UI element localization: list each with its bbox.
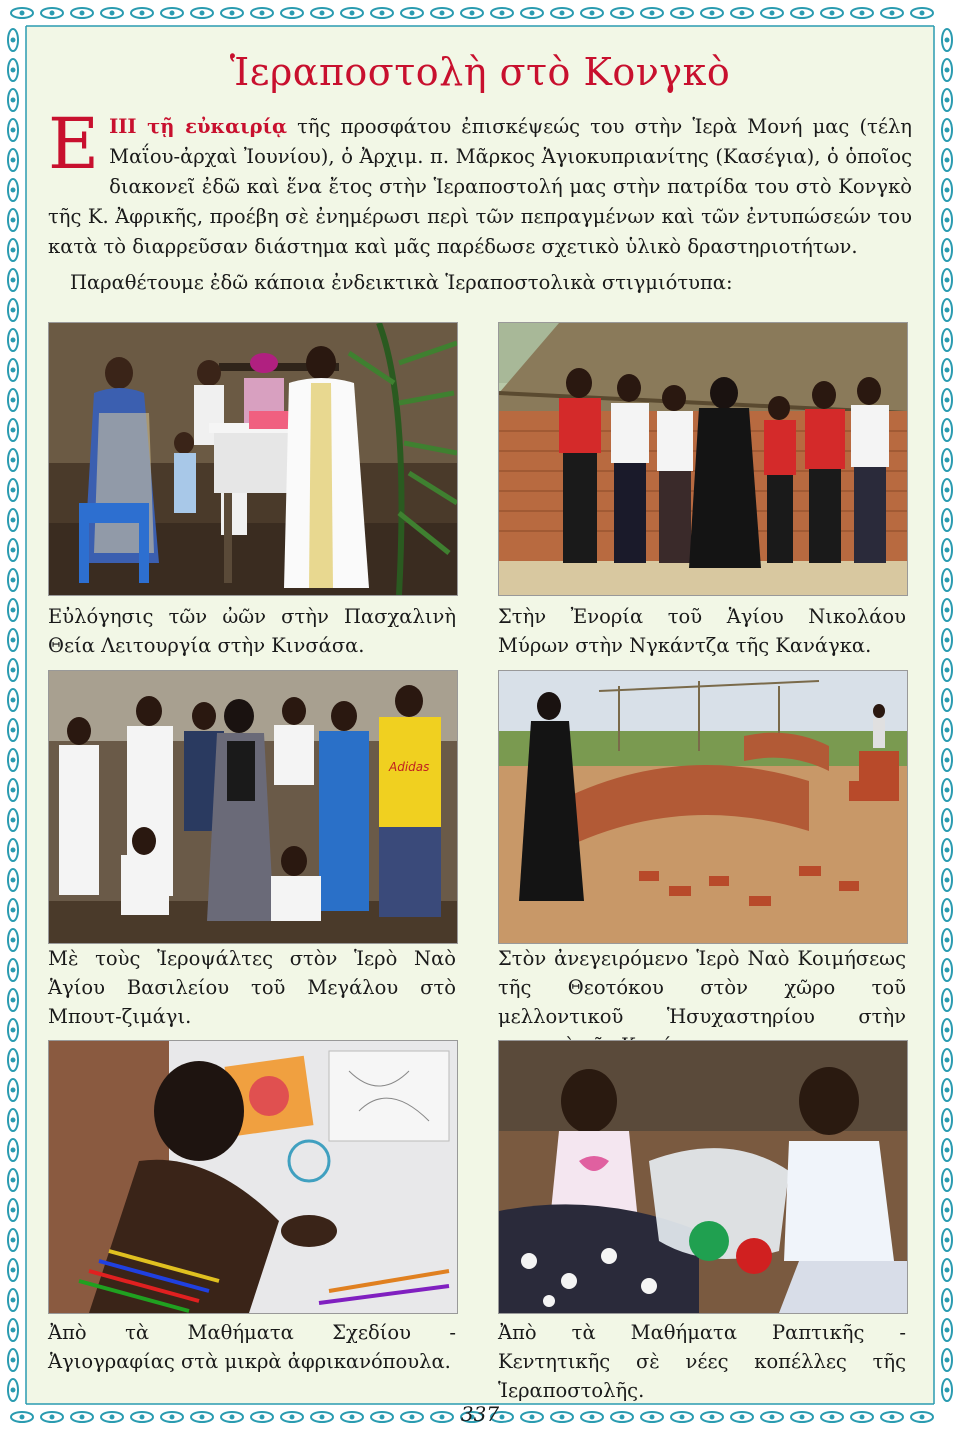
border-ornament [911, 8, 933, 18]
border-ornament [8, 119, 18, 141]
border-ornament [942, 809, 952, 831]
border-ornament [311, 8, 333, 18]
border-ornament [942, 509, 952, 531]
border-ornament [942, 749, 952, 771]
border-ornament [942, 1169, 952, 1191]
border-ornament [8, 1289, 18, 1311]
border-ornament [942, 1019, 952, 1041]
border-ornament [942, 359, 952, 381]
border-ornament [8, 1139, 18, 1161]
border-ornament [581, 8, 603, 18]
border-ornament [881, 8, 903, 18]
photo-sewing-lessons [498, 1040, 908, 1314]
border-ornament [8, 659, 18, 681]
border-ornament [942, 719, 952, 741]
page-content [48, 40, 912, 1426]
border-ornament [791, 8, 813, 18]
border-ornament [942, 1379, 952, 1401]
border-ornament [8, 209, 18, 231]
border-ornament [8, 569, 18, 591]
border-ornament [281, 8, 303, 18]
border-ornament [942, 179, 952, 201]
border-ornament [942, 899, 952, 921]
border-ornament [8, 779, 18, 801]
photo-church-construction [498, 670, 908, 944]
border-ornament [11, 1412, 33, 1422]
page-number: 337 [460, 1402, 500, 1426]
border-ornament [942, 269, 952, 291]
border-ornament [8, 329, 18, 351]
caption-5: Ἀπὸ τὰ Μαθήματα Σχεδίου - Ἁγιογραφίας στὰ μικρὰ ἀφρικανόπουλα. [48, 1321, 456, 1373]
border-ornament [11, 8, 33, 18]
border-ornament [161, 8, 183, 18]
border-ornament [8, 989, 18, 1011]
photo-easter-blessing [48, 322, 458, 596]
border-ornament [942, 1289, 952, 1311]
border-ornament [8, 179, 18, 201]
border-ornament [611, 8, 633, 18]
border-ornament [821, 8, 843, 18]
page-title: Ἱεραποστολὴ στὸ Κονγκὸ [229, 50, 731, 94]
border-ornament [8, 89, 18, 111]
border-ornament [731, 8, 753, 18]
border-ornament [942, 449, 952, 471]
border-ornament [491, 8, 513, 18]
border-ornament [8, 1229, 18, 1251]
border-ornament [942, 989, 952, 1011]
border-ornament [8, 1199, 18, 1221]
border-ornament [942, 29, 952, 51]
caption-2: Στὴν Ἐνορία τοῦ Ἁγίου Νικολάου Μύρων στὴν Νγκάντζα τῆς Κανάγκα. [498, 605, 906, 657]
border-ornament [8, 899, 18, 921]
border-ornament [851, 8, 873, 18]
border-ornament [761, 8, 783, 18]
border-ornament [942, 959, 952, 981]
photo-chanters [48, 670, 458, 944]
border-ornament [942, 929, 952, 951]
caption-4: Στὸν ἀνεγειρόμενο Ἱερὸ Ναὸ Κοιμήσεως τῆς Θεοτόκου στὸν χῶρο τοῦ μελλοντικοῦ Ἡσυχαστηρίου στὴν [498, 947, 906, 1028]
border-ornament [942, 419, 952, 441]
border-ornament [41, 8, 63, 18]
photo-st-nicholas-parish [498, 322, 908, 596]
border-ornament [221, 8, 243, 18]
border-ornament [8, 1109, 18, 1131]
intro-paragraph-2: Παραθέτουμε ἐδῶ κάποια ἐνδεικτικὰ Ἱεραποστολικὰ στιγμιότυπα: [70, 271, 733, 294]
border-ornament [8, 689, 18, 711]
border-ornament [8, 749, 18, 771]
border-ornament [8, 239, 18, 261]
border-ornament [942, 1199, 952, 1221]
border-ornament [8, 479, 18, 501]
border-ornament [942, 539, 952, 561]
border-ornament [942, 329, 952, 351]
border-ornament [8, 839, 18, 861]
border-ornament [101, 8, 123, 18]
border-ornament [8, 599, 18, 621]
border-ornament [191, 8, 213, 18]
border-ornament [8, 1379, 18, 1401]
border-ornament [8, 509, 18, 531]
border-ornament [942, 629, 952, 651]
intro-paragraph-1: τῆς προσφάτου ἐπισκέψεώς του στὴν Ἱερὰ Μονή μας (τέλη Μαΐου-ἀρχαὶ Ἰουνίου), ὁ Ἀρχιμ. π. Μᾶρκος Ἁγιοκυπριανίτης (Κασέγια), ὁ ὁποῖος διακονεῖ ἐδῶ καὶ ἕνα ἔτος στὴν Ἱεραποστολή μας στὴν πατρίδα του στὸ Κονγκὸ τῆς Κ. Ἀφρικῆς, προέβη σὲ ἐνημέρωσι περὶ τῶν πεπραγμένων καὶ τῶν ἐντυπώσεών του κατὰ τὸ διαρρεῦσαν διάστημα καὶ μᾶς παρέδωσε σχετικὸ ὑλικὸ δραστηριοτήτων. [48, 115, 912, 258]
border-ornament [521, 8, 543, 18]
border-ornament [942, 779, 952, 801]
border-ornament [942, 569, 952, 591]
border-ornament [942, 1319, 952, 1341]
border-ornament [8, 149, 18, 171]
border-ornament [461, 8, 483, 18]
border-ornament [251, 8, 273, 18]
caption-1: Εὐλόγησις τῶν ὠῶν στὴν Πασχαλινὴ Θεία Λειτουργία στὴν Κινσάσα. [48, 605, 456, 657]
border-ornament [8, 389, 18, 411]
border-ornament [8, 959, 18, 981]
border-ornament [641, 8, 663, 18]
border-ornament [341, 8, 363, 18]
border-ornament [942, 1109, 952, 1131]
intro-lead: ΙΙΙ τῇ εὐκαιρίᾳ [109, 115, 288, 138]
border-ornament [701, 8, 723, 18]
shirt-logo-text: Adidas [389, 760, 430, 774]
border-ornament [401, 8, 423, 18]
border-ornament [942, 209, 952, 231]
border-ornament [942, 839, 952, 861]
border-ornament [8, 869, 18, 891]
border-ornament [911, 1412, 933, 1422]
caption-6: Ἀπὸ τὰ Μαθήματα Ραπτικῆς - Κεντητικῆς σὲ νέες κοπέλλες τῆς Ἱεραποστολῆς. [498, 1321, 906, 1402]
border-ornament [8, 419, 18, 441]
border-ornament [431, 8, 453, 18]
border-ornament [942, 299, 952, 321]
border-ornament [8, 1349, 18, 1371]
border-ornament [942, 689, 952, 711]
border-ornament [8, 1079, 18, 1101]
intro-text [48, 103, 912, 298]
border-ornament [671, 8, 693, 18]
border-ornament [942, 89, 952, 111]
border-ornament [8, 719, 18, 741]
border-ornament [131, 8, 153, 18]
border-ornament [8, 1319, 18, 1341]
border-ornament [8, 1169, 18, 1191]
border-ornament [8, 299, 18, 321]
border-ornament [71, 8, 93, 18]
border-ornament [8, 269, 18, 291]
border-ornament [942, 239, 952, 261]
border-ornament [942, 1139, 952, 1161]
border-ornament [942, 1229, 952, 1251]
border-ornament [942, 149, 952, 171]
border-ornament [8, 809, 18, 831]
border-ornament [8, 449, 18, 471]
border-ornament [942, 599, 952, 621]
border-ornament [942, 119, 952, 141]
border-ornament [8, 1259, 18, 1281]
border-ornament [8, 359, 18, 381]
caption-3: Μὲ τοὺς Ἱεροψάλτες στὸν Ἱερὸ Ναὸ Ἁγίου Βασιλείου τοῦ Μεγάλου στὸ Μπουτ-ζιμάγι. [48, 947, 456, 1028]
border-ornament [942, 1049, 952, 1071]
border-ornament [942, 59, 952, 81]
border-ornament [942, 1259, 952, 1281]
photo-drawing-lessons [48, 1040, 458, 1314]
border-ornament [8, 539, 18, 561]
border-ornament [8, 1049, 18, 1071]
border-ornament [8, 59, 18, 81]
border-ornament [942, 659, 952, 681]
border-ornament [942, 389, 952, 411]
border-ornament [8, 1019, 18, 1041]
border-ornament [371, 8, 393, 18]
border-ornament [8, 629, 18, 651]
border-ornament [942, 869, 952, 891]
border-ornament [8, 929, 18, 951]
border-ornament [942, 479, 952, 501]
border-ornament [942, 1349, 952, 1371]
border-ornament [8, 29, 18, 51]
border-ornament [551, 8, 573, 18]
drop-cap: Ε [48, 103, 100, 185]
border-ornament [942, 1079, 952, 1101]
